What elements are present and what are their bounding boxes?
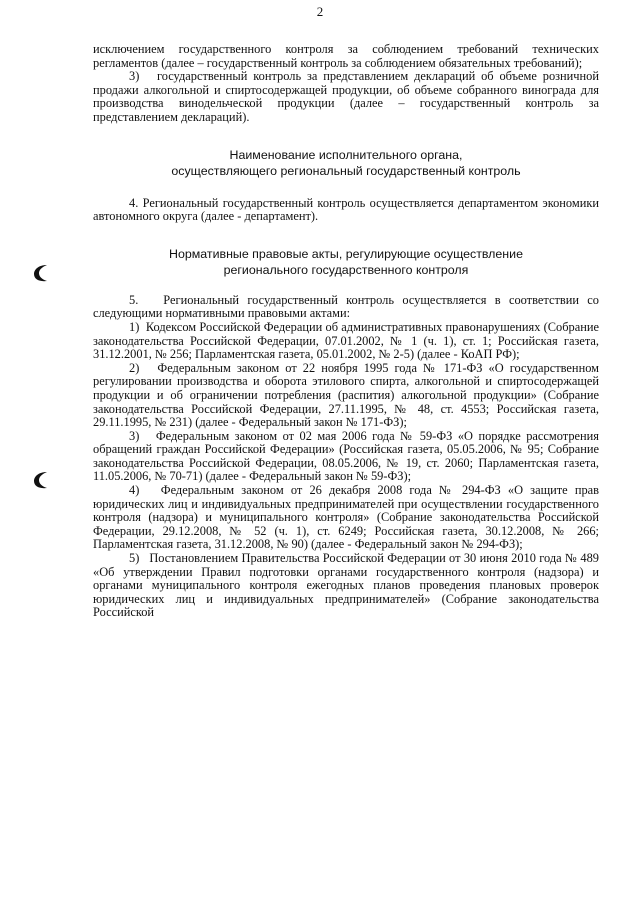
paragraph-continuation: исключением государственного контроля за соблюдением требований технических регламентов (далее – государственный контроль за соблюдением обязательных требований);	[93, 42, 599, 70]
section-heading-legal-acts-line1: Нормативные правовые акты, регулирующие осуществление	[169, 246, 523, 261]
section-heading-executive-body-line2: осуществляющего региональный государственный контроль	[171, 163, 521, 178]
section-heading-executive-body-line1: Наименование исполнительного органа,	[229, 147, 463, 162]
paragraph-5: 5. Региональный государственный контроль осуществляется в соответствии со следующими нормативными правовыми актами:	[93, 292, 599, 321]
paragraph-4: 4. Региональный государственный контроль осуществляется департаментом экономики автономного округа (далее - департамент).	[93, 195, 599, 224]
binder-hole-mark-icon	[32, 469, 52, 491]
document-body	[93, 43, 599, 620]
paragraph-5-item-4: 4) Федеральным законом от 26 декабря 2008 года № 294-ФЗ «О защите прав юридических лиц и индивидуальных предпринимателей при осуществлении государственного контроля (надзора) и муниципального контроля» (Собрание законодательства Российской Федерации, 29.12.2008, № 52 (ч. 1), ст. 6249; Российская газета, 30.12.2008, № 266; Парламентская газета, 31.12.2008, № 90) (далее - Федеральный закон № 294-ФЗ);	[93, 483, 599, 552]
page-number: 2	[316, 4, 324, 19]
paragraph-5-item-2: 2) Федеральным законом от 22 ноября 1995 года № 171-ФЗ «О государственном регулировании производства и оборота этилового спирта, алкогольной и спиртосодержащей продукции и об ограничении потребления (распития) алкогольной продукции» (Собрание законодательства Российской Федерации, 27.11.1995, № 48, ст. 4553; Российская газета, 29.11.1995, № 231) (далее - Федеральный закон № 171-ФЗ);	[93, 360, 599, 430]
section-heading-legal-acts-line2: регионального государственного контроля	[223, 262, 469, 277]
paragraph-5-item-5: 5) Постановлением Правительства Российской Федерации от 30 июня 2010 года № 489 «Об утверждении Правил подготовки органами государственного контроля (надзора) и органами муниципального контроля ежегодных планов проведения плановых проверок юридических лиц и индивидуальных предпринимателей» (Собрание законодательства Российской	[93, 551, 599, 620]
paragraph-item-3: 3) государственный контроль за представлением деклараций об объеме розничной продажи алкогольной и спиртосодержащей продукции, об объеме собранного винограда для производства винодельческой продукции (далее – государственный контроль за представлением деклараций).	[93, 69, 599, 124]
paragraph-5-item-3: 3) Федеральным законом от 02 мая 2006 года № 59-ФЗ «О порядке рассмотрения обращений граждан Российской Федерации» (Российская газета, 05.05.2006, № 95; Собрание законодательства Российской Федерации, 08.05.2006, № 19, ст. 2060; Парламентская газета, 11.05.2006, № 70-71) (далее - Федеральный закон № 59-ФЗ);	[93, 428, 599, 484]
paragraph-5-item-1: 1) Кодексом Российской Федерации об административных правонарушениях (Собрание законодательства Российской Федерации, 07.01.2002, № 1 (ч. 1), ст. 1; Российская газета, 31.12.2001, № 256; Парламентская газета, 05.01.2002, № 2-5) (далее - КоАП РФ);	[93, 319, 599, 362]
binder-hole-mark-icon	[32, 262, 52, 284]
